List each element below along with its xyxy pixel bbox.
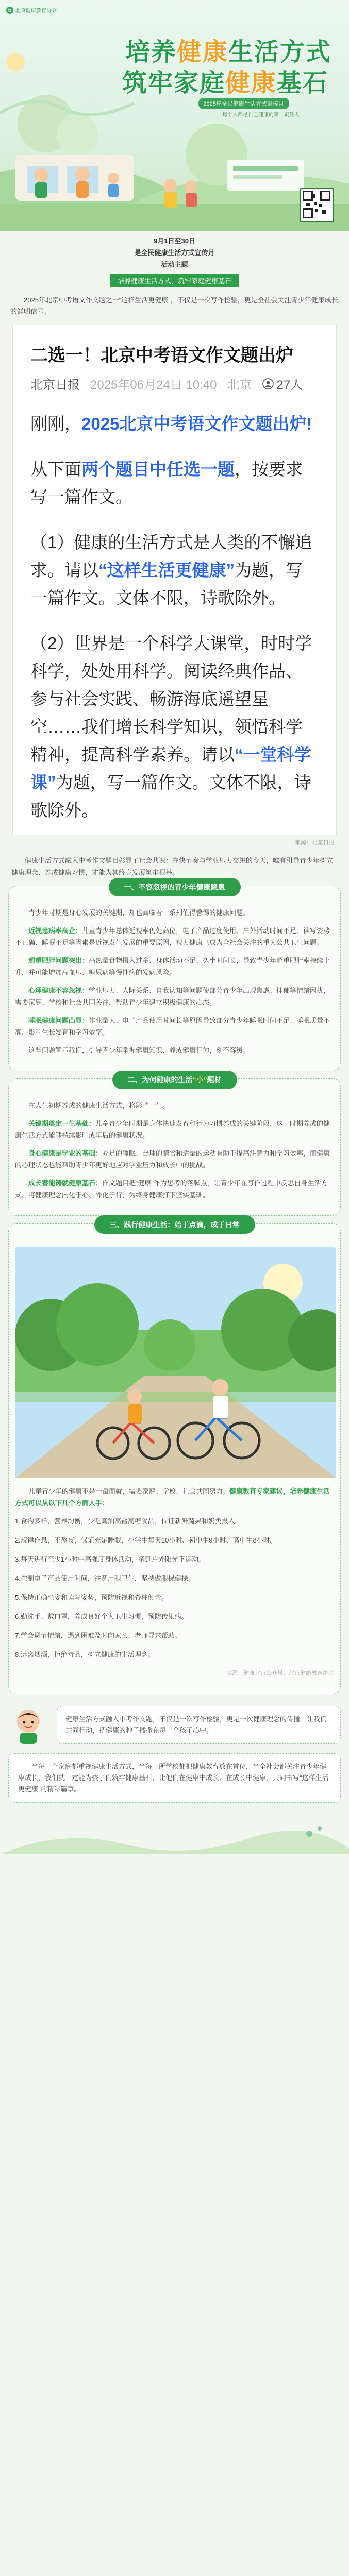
event-date: 9月1日至30日 [154,237,195,245]
logo-text: 北京健康教育协会 [15,8,57,14]
section-2 [8,1078,341,1216]
section-2-intro: 在人生初期养成的健康生活方式，将影响一生。 [28,1101,170,1109]
section-3-intro: 儿童青少年的健康不是一蹴而就，需要家庭、学校、社会共同努力。健康教育专家建议，培养健康生活方式可以从以下几个方面入手： [15,1487,330,1507]
section-1-item: 心理健康不容忽视：学业压力、人际关系、自我认知等问题使部分青少年出现焦虑、抑郁等情绪困扰，需要家庭、学校和社会共同关注，帮助青少年建立积极健康的心态。 [15,987,330,1006]
section-1-item: 近视患病率高企：儿童青少年总体近视率仍处高位，电子产品过度使用、户外活动时间不足、读写姿势不正确、睡眠不足等因素是近视发生发展的重要原因，视力健康已成为全社会关注的重大公共卫生问题。 [15,927,330,946]
tip-item: 7.学会调节情绪，遇到困难及时向家长、老师寻求帮助。 [15,1632,181,1639]
news-meta [30,375,319,393]
banner-logo [6,6,57,14]
section-3 [8,1223,341,1694]
banner-subtitle: 2025年全民健康生活方式宣传月 [198,98,289,109]
tip-item: 8.远离烟酒，拒绝毒品，树立健康的生活理念。 [15,1651,155,1658]
section-2-item: 关键期奠定一生基础：儿童青少年时期是身体快速发育和行为习惯养成的关键阶段，这一时期养成的健康生活方式能够持续影响成年后的健康状况。 [15,1120,330,1139]
news-p4: （2）世界是一个科学大课堂，时时学科学，处处用科学。阅读经典作品、参与社会实践、畅游海底遥望星空……我们增长科学知识，领悟科学精神，提高科学素养。请以“一堂科学课”为题，写一篇作文。文体不限，诗歌除外。 [30,634,312,820]
news-p1: 刚刚，2025北京中考语文作文题出炉! [30,414,312,433]
tip-item: 3.每天进行至少1小时中高强度身体活动，多到户外阳光下运动。 [15,1555,206,1563]
hero-banner [0,0,349,231]
section-2-item: 身心健康是学业的基础：充足的睡眠、合理的膳食和适量的运动有助于提高注意力和学习效率，而健康的心理状态也能帮助青少年更好地应对学业压力和成长中的挑战。 [15,1149,330,1169]
tips-list [15,1515,334,1660]
news-location: 北京 [227,378,252,392]
closing-bubble: 健康生活方式融入中考作文题，不仅是一次写作检验，更是一次健康理念的传播。让我们共同行动，把健康的种子播撒在每一个孩子心中。 [57,1706,341,1744]
tip-item: 5.保持正确坐姿和读写姿势，预防近视和脊柱侧弯。 [15,1594,168,1601]
tip-item: 6.勤洗手、戴口罩，养成良好个人卫生习惯，预防传染病。 [15,1613,188,1620]
event-label: 活动主题 [161,261,188,268]
user-icon [262,378,274,389]
closing-block [8,1705,341,1745]
news-p2: 从下面两个题目中任选一题，按要求写一篇作文。 [30,460,303,506]
section-1-heading: 一、不容忽视的青少年健康隐患 [109,878,241,896]
final-paragraph: 当每一个家庭都重视健康生活方式，当每一所学校都把健康教育放在首位，当全社会都关注青少年健康成长，我们就一定能为孩子们筑牢健康基石，让他们在健康中成长、在成长中健康，共同书写“这样生活更健康”的精彩篇章。 [8,1753,341,1803]
banner-title-line2: 筑牢家庭健康基石 [122,70,328,97]
banner-subtitle2: 每个人都是自己健康的第一责任人 [222,112,300,118]
section-2-heading: 二、为何健康的生活“小”题材 [112,1071,237,1089]
news-screenshot-card [12,325,337,835]
section-1-intro: 青少年时期是身心发展的关键期，却也面临着一系列值得警惕的健康问题。 [28,909,250,917]
news-p3: （1）健康的生活方式是人类的不懈追求。请以“这样生活更健康”为题，写一篇作文。文体不限，诗歌除外。 [30,533,312,607]
section-3-heading: 三、践行健康生活：始于点滴，成于日常 [94,1215,255,1234]
banner-title-line1: 培养健康生活方式 [125,39,331,66]
news-caption: 来源：北京日报 [295,840,335,846]
section-3-source: 来源：健康北京公众号、北京健康教育协会 [226,1670,334,1676]
intro-paragraph: 2025年北京中考语文作文题之一“这样生活更健康”，不仅是一次写作检验，更是全社会关注青少年健康成长的鲜明信号。 [10,296,338,315]
kid-mascot-icon [8,1705,48,1745]
tip-item: 1.食物多样，营养均衡，少吃高油高盐高糖食品，保证新鲜蔬果和奶类摄入。 [15,1517,242,1525]
tip-item: 4.控制电子产品使用时间，注意用眼卫生，坚持做眼保健操。 [15,1574,195,1582]
section-2-item: 成长蓄能铸就健康基石：作文题目把“健康”作为思考的落脚点，让青少年在写作过程中反思自身生活方式，将健康理念内化于心、外化于行，为终身健康打下坚实基础。 [15,1179,328,1199]
likes-count[interactable] [262,375,303,393]
tip-item: 2.规律作息，不熬夜，保证充足睡眠，小学生每天10小时、初中生9小时、高中生8小时。 [15,1536,277,1544]
section-1-item: 超重肥胖问题突出：高热量食物摄入过多、身体活动不足、久坐时间长，导致青少年超重肥胖率持续上升，并可能增加高血压、糖尿病等慢性病的发病风险。 [15,957,330,976]
section-1 [8,883,341,1071]
body-paragraph-1: 健康生活方式融入中考作文题目彰显了社会共识：在快节奏与学业压力交织的今天，唯有引导青少年树立健康理念、养成健康习惯，才能为其终身发展筑牢根基。 [11,857,334,876]
news-source: 北京日报 [30,378,80,392]
event-meta [0,231,349,293]
family-cycling-photo [15,1247,336,1478]
footer-decoration [0,1813,349,1854]
leaf-icon: ✿ [6,7,13,14]
news-title: 二选一！北京中考语文作文题出炉 [30,346,293,365]
section-1-outro: 这些问题警示我们，引导青少年掌握健康知识、养成健康行为，刻不容缓。 [28,1046,250,1054]
likes-text: 27人 [276,378,303,392]
event-theme-badge: 培养健康生活方式，筑牢家庭健康基石 [110,274,239,287]
news-date: 2025年06月24日 10:40 [90,378,217,392]
event-name: 是全民健康生活方式宣传月 [134,249,215,257]
qr-code[interactable] [300,188,334,222]
section-1-item: 睡眠健康问题凸显：作业量大、电子产品使用时间长等原因导致部分青少年睡眠时间不足、睡眠质量不高，影响生长发育和学习效率。 [15,1016,330,1036]
